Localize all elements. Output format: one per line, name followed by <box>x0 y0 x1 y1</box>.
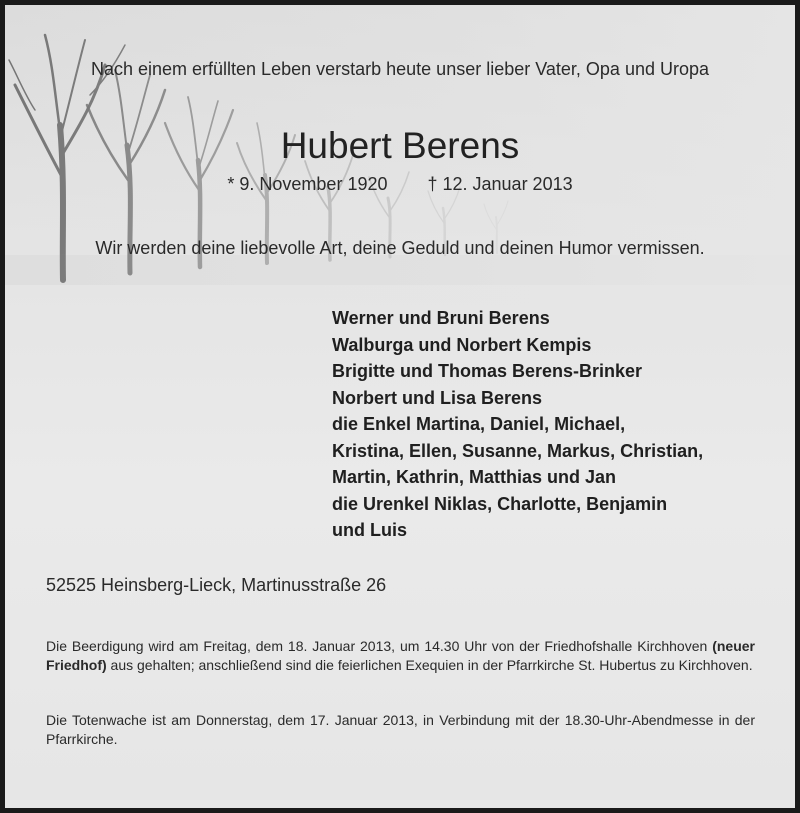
intro-line: Nach einem erfüllten Leben verstarb heute unser lieber Vater, Opa und Uropa <box>90 59 710 79</box>
death-date: † 12. Januar 2013 <box>427 174 573 194</box>
family-address: 52525 Heinsberg-Lieck, Martinusstraße 26 <box>46 575 387 595</box>
wake-info: Die Totenwache ist am Donnerstag, dem 17. Januar 2013, in Verbindung mit der 18.30-Uhr-Abendmesse in der Pfarrkirche. <box>46 712 755 747</box>
mourner-line: Norbert und Lisa Berens <box>332 387 543 408</box>
funeral-info-text: Die Beerdigung wird am Freitag, dem 18. Januar 2013, um 14.30 Uhr von der Friedhofshalle Kirchhoven <box>46 638 713 654</box>
deceased-name: Hubert Berens <box>280 125 520 166</box>
obituary-notice <box>5 5 795 808</box>
mourner-line: Kristina, Ellen, Susanne, Markus, Christian, <box>332 440 704 461</box>
funeral-info <box>46 637 755 675</box>
life-dates <box>5 174 795 195</box>
mourners-list <box>332 305 703 544</box>
mourner-line: die Enkel Martina, Daniel, Michael, <box>332 414 626 434</box>
tribute-line: Wir werden deine liebevolle Art, deine Geduld und deinen Humor vermissen. <box>95 238 705 258</box>
obituary-text <box>5 5 795 808</box>
mourner-line: und Luis <box>332 520 407 540</box>
funeral-info-text-end: aus gehalten; anschließend sind die feierlichen Exequien in der Pfarrkirche St. Hubertus zu Kirchhoven. <box>106 657 753 673</box>
birth-date: * 9. November 1920 <box>227 174 388 194</box>
mourner-line: Brigitte und Thomas Berens-Brinker <box>332 361 643 381</box>
mourner-line: Werner und Bruni Berens <box>332 308 550 328</box>
mourner-line: Martin, Kathrin, Matthias und Jan <box>332 467 617 487</box>
funeral-location-note: (neuer Friedhof) <box>46 638 755 673</box>
mourner-line: die Urenkel Niklas, Charlotte, Benjamin <box>332 493 668 514</box>
mourner-line: Walburga und Norbert Kempis <box>332 334 592 355</box>
